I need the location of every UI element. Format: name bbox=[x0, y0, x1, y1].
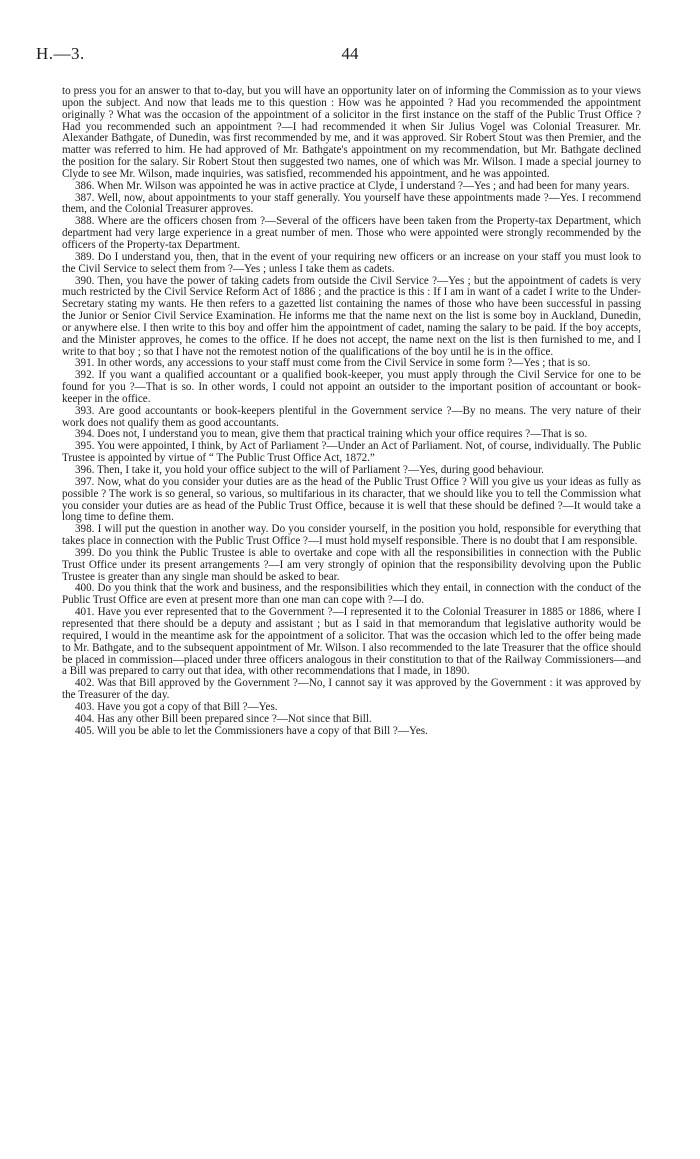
page-number: 44 bbox=[341, 44, 359, 63]
question-403: 403. Have you got a copy of that Bill ?—Yes. bbox=[75, 700, 278, 713]
question-400: 400. Do you think that the work and business, and the responsibilities which they entail, in connection with the conduct of the Public Trust Office are even at present more than one man can cope with ?—I do. bbox=[62, 582, 641, 607]
question-390: 390. Then, you have the power of taking cadets from outside the Civil Service ?—Yes ; but the appointment of cadets is very much restricted by the Civil Service Reform Act of 1886 ; and the practice is this : If I am in want of a cadet I write to the Under-Secretary stating my wants. He then refers to a gazetted list containing the names of those who have been successful in passing the Junior or Senior Civil Service Examination. He informs me that the name next on the list is some boy in Auckland, Dunedin, or anywhere else. I then write to this boy and offer him the appointment of cadet, naming the salary to be paid. If the boy accepts, and the Minister approves, he comes to the office. If he does not accept, the name next on the list is then furnished to me, and I write to that boy ; so that I have not the remotest notion of the qualifications of the boy until he is in the office. bbox=[62, 274, 641, 358]
continuation-paragraph: to press you for an answer to that to-day, but you will have an opportunity later on of informing the Commission as to your views upon the subject. And now that leads me to this question : How was he appointed ? Had you recommended the appointment originally ? What was the occasion of the appointment of a solicitor in the first instance on the staff of the Public Trust Office ? Had you recommended such an appointment ?—I had recommended it when Sir Julius Vogel was Colonial Treasurer. Mr. Alexander Bathgate, of Dunedin, was first recommended by me, and it was approved. Sir Robert Stout was then Premier, and the matter was referred to him. He had approved of Mr. Bathgate's appointment on my recommendation, but Mr. Bathgate declined the position for the salary. Sir Robert Stout then suggested two names, one of which was Mr. Wilson. I made a special journey to Clyde to see Mr. Wilson, made inquiries, was satisfied, recommended his appointment, and he was appointed. bbox=[62, 85, 641, 180]
question-399: 399. Do you think the Public Trustee is able to overtake and cope with all the responsibilities in connection with the Public Trust Office under its present arrangements ?—I am very strongly of opinion that the responsibility devolving upon the Public Trustee is greater than any single man should be asked to bear. bbox=[62, 546, 641, 583]
document-body bbox=[62, 86, 641, 737]
question-396: 396. Then, I take it, you hold your office subject to the will of Parliament ?—Yes, during good behaviour. bbox=[75, 464, 544, 476]
question-401: 401. Have you ever represented that to the Government ?—I represented it to the Colonial Treasurer in 1885 or 1886, where I represented that there should be a deputy and assistant ; but as I said in that memorandum that legislative authority would be required, I would in the meantime ask for the appointment of a solicitor. That was the occasion which led to the offer being made to Mr. Bathgate, and to the subsequent appointment of Mr. Wilson. I also recommended to the late Treasurer that the office should be placed in commission—placed under three officers analogous in their constitution to that of the Railway Commissioners—and a Bill was prepared to carry out that idea, with other recommendations that I made, in 1890. bbox=[62, 606, 641, 678]
question-402: 402. Was that Bill approved by the Government ?—No, I cannot say it was approved by the Government : it was approved by the Treasurer of the day. bbox=[62, 677, 641, 702]
page-header bbox=[36, 44, 664, 68]
question-392: 392. If you want a qualified accountant or a qualified book-keeper, you must apply through the Civil Service for one to be found for you ?—That is so. In other words, I could not appoint an outsider to the important position of accountant or book-keeper in the office. bbox=[62, 369, 641, 405]
question-386: 386. When Mr. Wilson was appointed he was in active practice at Clyde, I understand ?—Yes ; and had been for many years. bbox=[75, 179, 630, 192]
question-404: 404. Has any other Bill been prepared since ?—Not since that Bill. bbox=[75, 712, 372, 725]
question-395: 395. You were appointed, I think, by Act of Parliament ?—Under an Act of Parliament. Not, of course, individually. The Public Trustee is appointed by virtue of “ The Public Trust Office Act, 1872.” bbox=[62, 440, 641, 465]
question-397: 397. Now, what do you consider your duties are as the head of the Public Trust Office ? Will you give us your ideas as fully as possible ? The work is so general, so various, so multifarious in its character, that we should like you to tell the Commission what you consider your duties are as head of the Public Trust Office, because it is well that these should be defined ?—It would take a long time to define them. bbox=[62, 475, 641, 524]
question-398: 398. I will put the question in another way. Do you consider yourself, in the position you hold, responsible for everything that takes place in connection with the Public Trust Office ?—I must hold myself responsible. There is no doubt that I am responsible. bbox=[62, 523, 641, 548]
document-reference: H.—3. bbox=[36, 44, 85, 63]
question-389: 389. Do I understand you, then, that in the event of your requiring new officers or an increase on your staff you must look to the Civil Service to select them from ?—Yes ; unless I take them as cadets. bbox=[62, 250, 641, 275]
question-387: 387. Well, now, about appointments to your staff generally. You yourself have these appointments made ?—Yes. I recommend them, and the Colonial Treasurer approves. bbox=[62, 191, 641, 216]
question-405: 405. Will you be able to let the Commissioners have a copy of that Bill ?—Yes. bbox=[75, 724, 428, 737]
question-391: 391. In other words, any accessions to your staff must come from the Civil Service in some form ?—Yes ; that is so. bbox=[75, 357, 591, 370]
question-393: 393. Are good accountants or book-keepers plentiful in the Government service ?—By no means. The very nature of their work does not qualify them as good accountants. bbox=[62, 404, 641, 429]
question-394: 394. Does not, I understand you to mean, give them that practical training which your office requires ?—That is so. bbox=[75, 428, 588, 441]
question-388: 388. Where are the officers chosen from ?—Several of the officers have been taken from the Property-tax Department, which department had very large experience in a great number of men. Those who were appointed were strongly recommended by the officers of the Property-tax Department. bbox=[62, 215, 641, 251]
